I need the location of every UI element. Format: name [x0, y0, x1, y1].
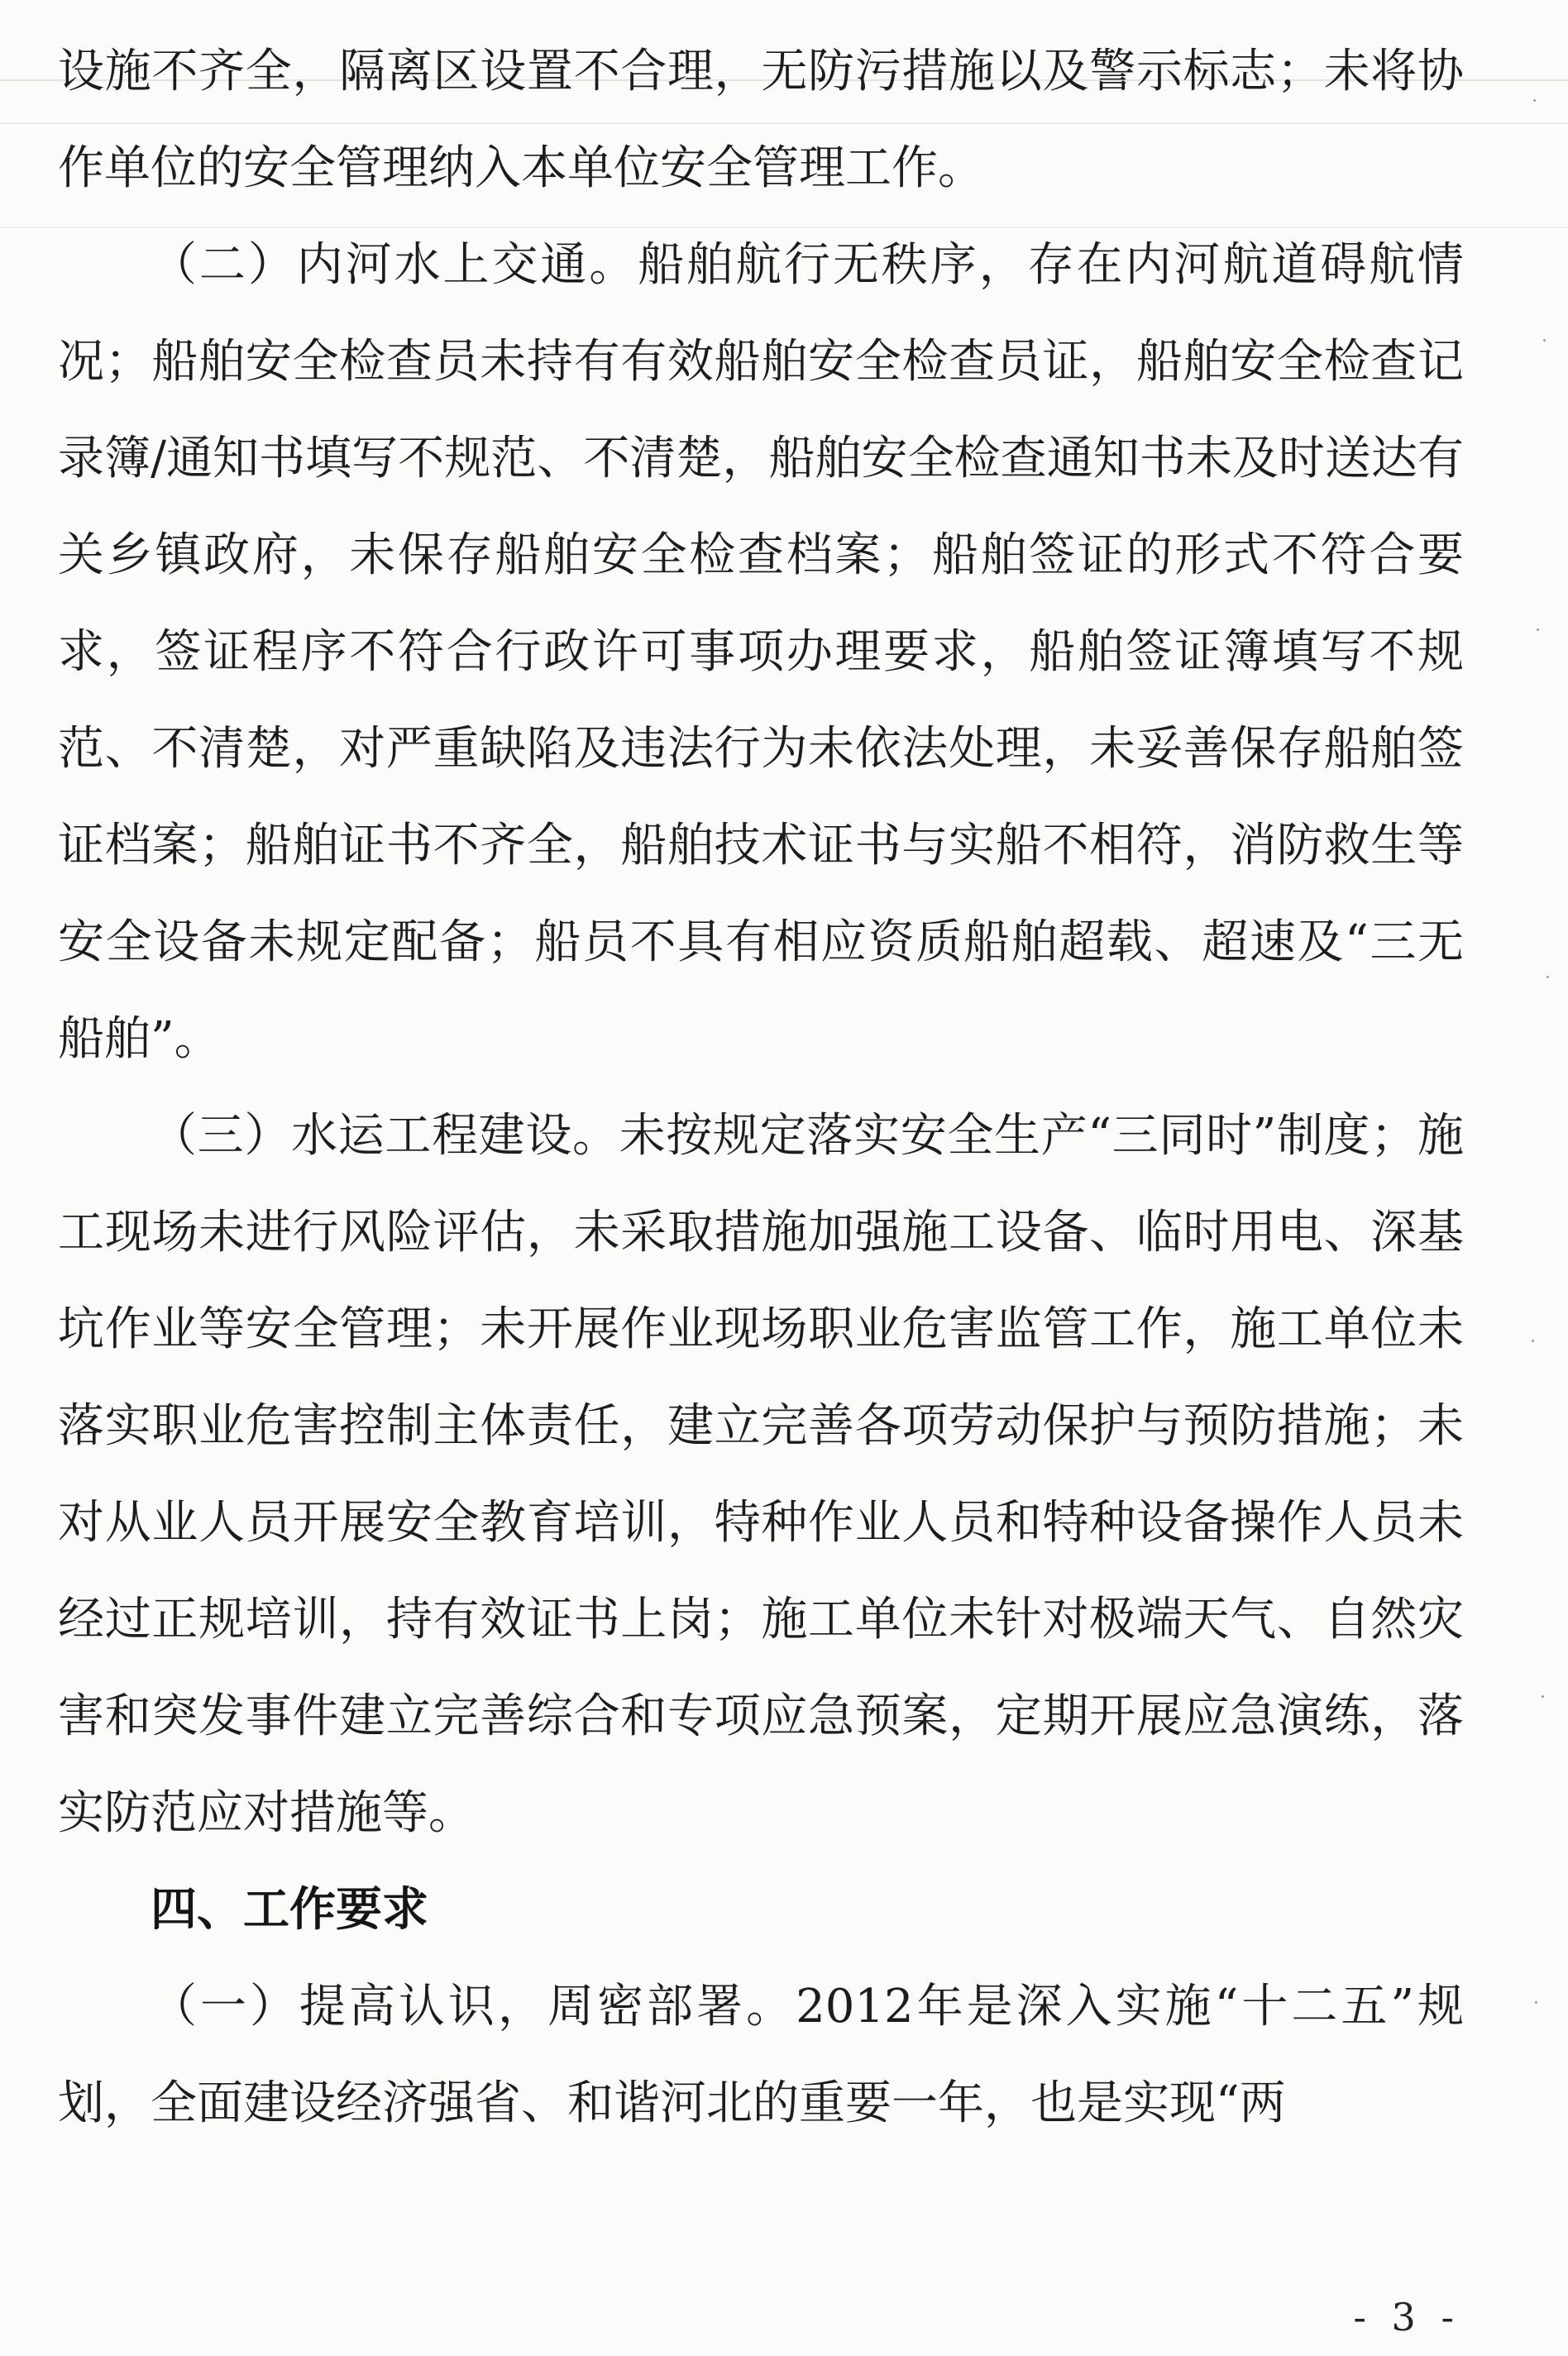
page-number: - 3 -	[1353, 2295, 1460, 2339]
scan-dot	[1546, 976, 1549, 978]
paragraph-waterway-construction: （三）水运工程建设。未按规定落实安全生产“三同时”制度；施工现场未进行风险评估，未采取措施加强施工设备、临时用电、深基坑作业等安全管理；未开展作业现场职业危害监管工作，施工单位未落实职业危害控制主体责任，建立完善各项劳动保护与预防措施；未对从业人员开展安全教育培训，特种作业人员和特种设备操作人员未经过正规培训，持有效证书上岗；施工单位未针对极端天气、自然灾害和突发事件建立完善综合和专项应急预案，定期开展应急演练，落实防范应对措施等。	[58, 1109, 1464, 1840]
scan-dot	[1537, 628, 1539, 631]
scan-dot	[1532, 1340, 1534, 1342]
paragraph-requirements-intro: （一）提高认识，周密部署。2012年是深入实施“十二五”规划，全面建设经济强省、和谐河北的重要一年，也是实现“两	[58, 1980, 1464, 2130]
section-heading: 四、工作要求	[151, 1883, 428, 1937]
scan-dot	[1542, 1695, 1544, 1698]
paragraph-continuation: 设施不齐全，隔离区设置不合理，无防污措施以及警示标志；未将协作单位的安全管理纳入本单位安全管理工作。	[58, 45, 1464, 195]
document-body	[58, 23, 1464, 2152]
scan-dot	[1543, 339, 1546, 342]
scan-edge-noise	[1527, 0, 1560, 2356]
scan-dot	[1533, 99, 1536, 102]
paragraph-inland-waterway: （二）内河水上交通。船舶航行无秩序，存在内河航道碍航情况；船舶安全检查员未持有有效船舶安全检查员证，船舶安全检查记录簿/通知书填写不规范、不清楚，船舶安全检查通知书未及时送达有关乡镇政府，未保存船舶安全检查档案；船舶签证的形式不符合要求，签证程序不符合行政许可事项办理要求，船舶签证簿填写不规范、不清楚，对严重缺陷及违法行为未依法处理，未妥善保存船舶签证档案；船舶证书不齐全，船舶技术证书与实船不相符，消防救生等安全设备未规定配备；船员不具有相应资质船舶超载、超速及“三无船舶”。	[58, 238, 1464, 1066]
scan-dot	[1535, 2001, 1537, 2004]
